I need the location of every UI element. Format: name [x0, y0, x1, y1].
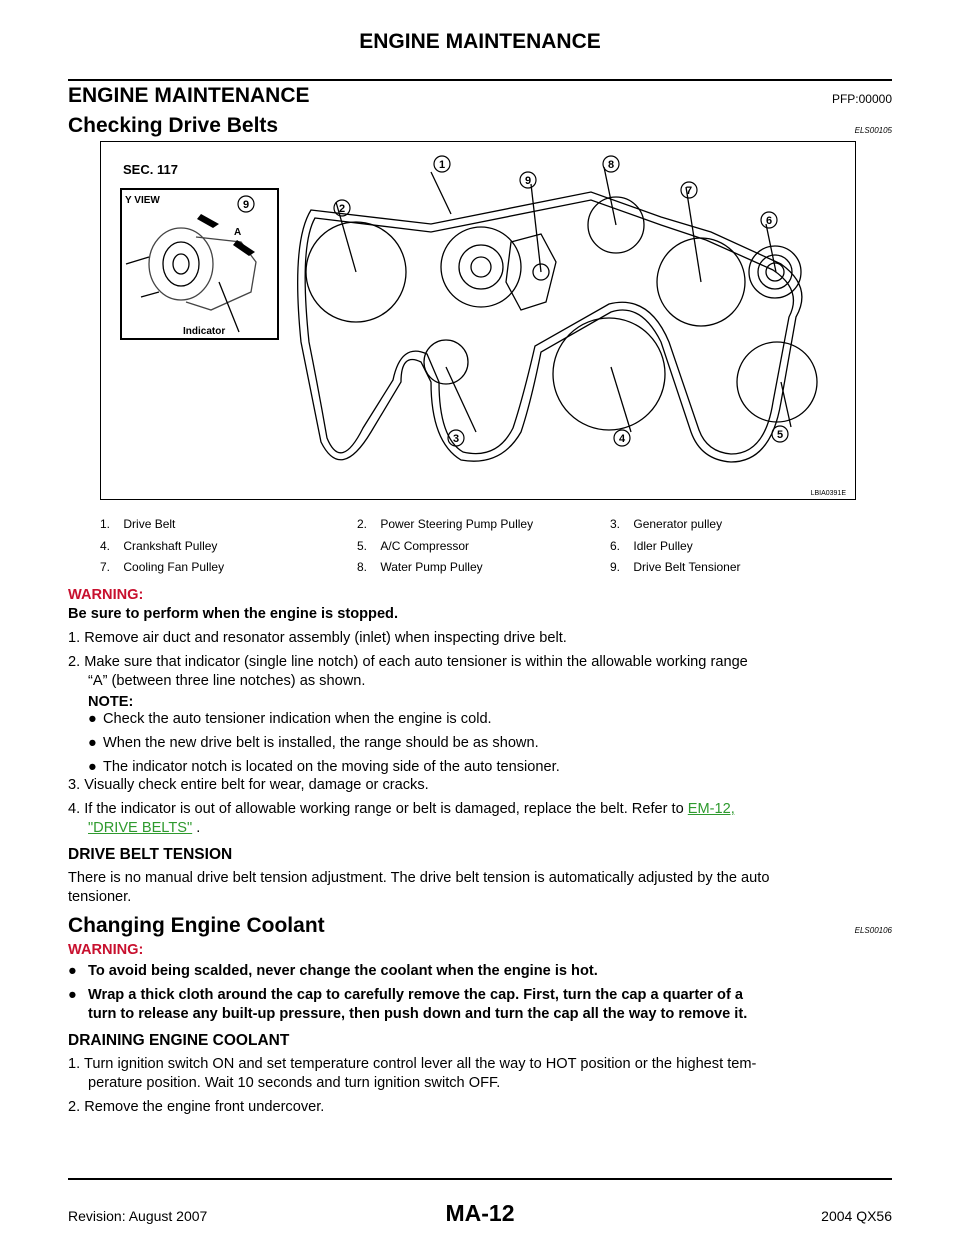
step-2-line2: “A” (between three line notches) as shown. — [88, 673, 366, 689]
callout-9-inset: 9 — [242, 199, 250, 211]
figure-code: LBIA0391E — [810, 490, 846, 497]
footer-rule — [68, 1178, 892, 1180]
drive-belts-code: ELS00105 — [854, 126, 892, 135]
draining-step-2: 2. Remove the engine front undercover. — [68, 1099, 325, 1115]
draining-step-1-line2: perature position. Wait 10 seconds and turn ignition switch OFF. — [88, 1075, 501, 1091]
belt-diagram — [101, 142, 857, 501]
coolant-warning-label: WARNING: — [68, 942, 144, 958]
step-4-line2: "DRIVE BELTS" . — [88, 820, 201, 836]
arrow-icon — [197, 214, 219, 228]
indicator-label: Indicator — [183, 326, 226, 337]
arrow-icon — [233, 240, 255, 256]
bullet-icon: ● — [88, 759, 97, 775]
legend-item: 9. Drive Belt Tensioner — [610, 560, 741, 574]
bullet-icon: ● — [88, 735, 97, 751]
step-1: 1. Remove air duct and resonator assembly (inlet) when inspecting drive belt. — [68, 630, 567, 646]
y-view-label: Y VIEW — [125, 195, 160, 206]
step-3: 3. Visually check entire belt for wear, damage or cracks. — [68, 777, 429, 793]
drive-belt-figure — [100, 141, 856, 500]
drive-belts-link[interactable]: "DRIVE BELTS" — [88, 820, 193, 836]
header-rule — [68, 79, 892, 81]
step-2-line1: 2. Make sure that indicator (single line notch) of each auto tensioner is within the allowable working range — [68, 654, 748, 670]
list-item: ● Check the auto tensioner indication when the engine is cold. — [88, 711, 492, 727]
callout-8: 8 — [607, 159, 615, 171]
sec-label: SEC. 117 — [123, 162, 178, 177]
section-title: ENGINE MAINTENANCE — [68, 84, 310, 107]
callout-3: 3 — [452, 433, 460, 445]
tension-line2: tensioner. — [68, 889, 132, 905]
legend-item: 5. A/C Compressor — [357, 539, 470, 553]
callout-7: 7 — [685, 185, 693, 197]
legend-item: 6. Idler Pulley — [610, 539, 693, 553]
section-code: PFP:00000 — [831, 92, 892, 106]
callout-4: 4 — [618, 433, 626, 445]
legend-item: 8. Water Pump Pulley — [357, 560, 483, 574]
bullet-icon: ● — [68, 963, 77, 979]
note-label: NOTE: — [88, 694, 134, 710]
page-number: MA-12 — [445, 1200, 515, 1226]
coolant-code: ELS00106 — [854, 926, 892, 935]
footer-revision: Revision: August 2007 — [68, 1208, 208, 1224]
warning-label: WARNING: — [68, 587, 144, 603]
legend-item: 3. Generator pulley — [610, 517, 723, 531]
draining-title: DRAINING ENGINE COOLANT — [68, 1032, 290, 1049]
legend-item: 1. Drive Belt — [100, 517, 176, 531]
legend-item: 2. Power Steering Pump Pulley — [357, 517, 534, 531]
list-item: ● Wrap a thick cloth around the cap to carefully remove the cap. First, turn the cap a quarter of a turn to release any built-up pressure, then push down and turn the cap all the way to remove it. — [68, 987, 748, 1022]
draining-step-1-line1: 1. Turn ignition switch ON and set temperature control lever all the way to HOT position or the highest tem- — [68, 1056, 757, 1072]
step-4-line1: 4. If the indicator is out of allowable working range or belt is damaged, replace the belt. Refer to EM-12, — [68, 801, 735, 817]
tension-title: DRIVE BELT TENSION — [68, 846, 233, 863]
running-header: ENGINE MAINTENANCE — [359, 30, 601, 53]
drive-belts-title: Checking Drive Belts — [68, 114, 279, 137]
range-a-label: A — [234, 227, 242, 238]
list-item: ● The indicator notch is located on the moving side of the auto tensioner. — [88, 759, 560, 775]
tension-line1: There is no manual drive belt tension adjustment. The drive belt tension is automatically adjusted by the auto — [68, 870, 770, 886]
callout-5: 5 — [776, 429, 784, 441]
coolant-title: Changing Engine Coolant — [68, 914, 325, 937]
footer-model: 2004 QX56 — [821, 1208, 892, 1224]
legend-item: 7. Cooling Fan Pulley — [100, 560, 225, 574]
callout-1: 1 — [438, 159, 446, 171]
callout-9: 9 — [524, 175, 532, 187]
callout-2: 2 — [338, 203, 346, 215]
list-item: ● When the new drive belt is installed, the range should be as shown. — [88, 735, 539, 751]
callout-6: 6 — [765, 215, 773, 227]
em-12-link[interactable]: EM-12, — [687, 801, 735, 817]
list-item: ● To avoid being scalded, never change the coolant when the engine is hot. — [68, 963, 598, 979]
warning-text: Be sure to perform when the engine is stopped. — [68, 606, 399, 622]
legend-item: 4. Crankshaft Pulley — [100, 539, 218, 553]
bullet-icon: ● — [88, 711, 97, 727]
bullet-icon: ● — [68, 987, 77, 1003]
